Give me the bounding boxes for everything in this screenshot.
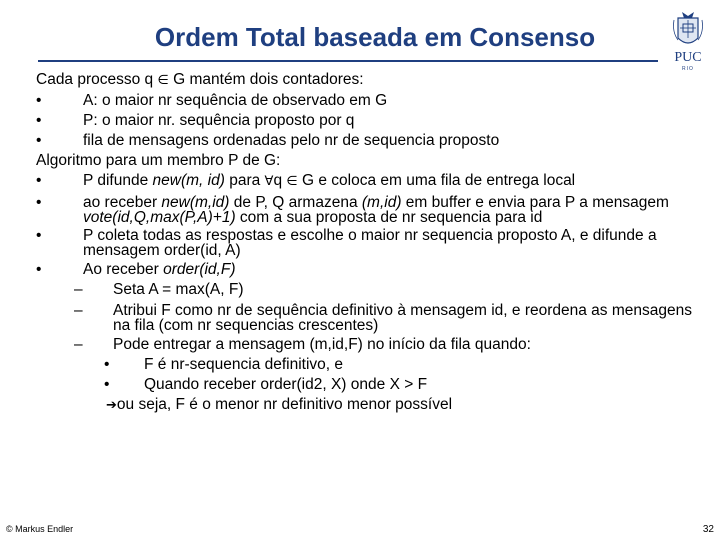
bullet-counter-a: • A: o maior nr sequência de observado em G bbox=[36, 92, 388, 109]
footer-author: © Markus Endler bbox=[6, 524, 74, 534]
dash-set-a: – Seta A = max(A, F) bbox=[74, 281, 244, 298]
dash-assign-f: – Atribui F como nr de sequência definitivo à mensagem id, e reordena as mensagens na fila (com nr sequencias crescentes) bbox=[74, 302, 692, 334]
bullet-icon: • bbox=[36, 112, 42, 129]
slide-title: Ordem Total baseada em Consenso bbox=[154, 22, 596, 52]
bullet-icon: • bbox=[104, 376, 110, 393]
dash-deliver: – Pode entregar a mensagem (m,id,F) no início da fila quando: bbox=[74, 336, 531, 353]
bullet-icon: • bbox=[36, 172, 42, 189]
sub-bullet-receive-order: • Quando receber order(id2, X) onde X > F bbox=[104, 376, 428, 393]
bullet-receive-new: • ao receber new(m,id) de P, Q armazena (m,id) em buffer e envia para P a mensagem vote(id,Q,max(P,A)+1) com a sua proposta de nr sequencia para id bbox=[36, 194, 669, 226]
bullet-icon: • bbox=[104, 356, 110, 373]
arrow-right-icon: ➔ bbox=[106, 398, 117, 413]
algorithm-heading: Algoritmo para um membro P de G: bbox=[36, 152, 281, 169]
intro-line: Cada processo q ∈ G mantém dois contadores: bbox=[36, 71, 364, 88]
puc-emblem-icon bbox=[664, 8, 712, 56]
bullet-icon: • bbox=[36, 92, 42, 109]
bullet-icon: • bbox=[36, 261, 42, 278]
dash-icon: – bbox=[74, 336, 83, 353]
bullet-counter-p: • P: o maior nr. sequência proposto por q bbox=[36, 112, 355, 129]
slide-body bbox=[36, 70, 706, 416]
forall-symbol: ∀ bbox=[264, 174, 274, 189]
bullet-icon: • bbox=[36, 194, 42, 211]
puc-logo-subtext: RIO bbox=[682, 66, 694, 72]
bullet-collect: • P coleta todas as respostas e escolhe o maior nr sequencia proposto A, e difunde a mensagem order(id, A) bbox=[36, 227, 657, 259]
bullet-icon: • bbox=[36, 132, 42, 149]
page-number: 32 bbox=[702, 524, 714, 535]
title-underline bbox=[38, 60, 658, 62]
dash-icon: – bbox=[74, 302, 83, 319]
dash-icon: – bbox=[74, 281, 83, 298]
puc-logo-text: PUC bbox=[674, 50, 702, 65]
bullet-receive-order: • Ao receber order(id,F) bbox=[36, 261, 236, 278]
sub-bullet-definitive: • F é nr-sequencia definitivo, e bbox=[104, 356, 344, 373]
element-of-symbol: ∈ bbox=[286, 174, 298, 189]
bullet-broadcast: • P difunde new(m, id) para ∀q ∈ G e coloca em uma fila de entrega local bbox=[36, 172, 576, 189]
bullet-icon: • bbox=[36, 227, 42, 244]
conclusion-line: ➔ou seja, F é o menor nr definitivo menor possível bbox=[106, 396, 453, 413]
element-of-symbol: ∈ bbox=[157, 73, 169, 88]
bullet-queue: • fila de mensagens ordenadas pelo nr de sequencia proposto bbox=[36, 132, 500, 149]
